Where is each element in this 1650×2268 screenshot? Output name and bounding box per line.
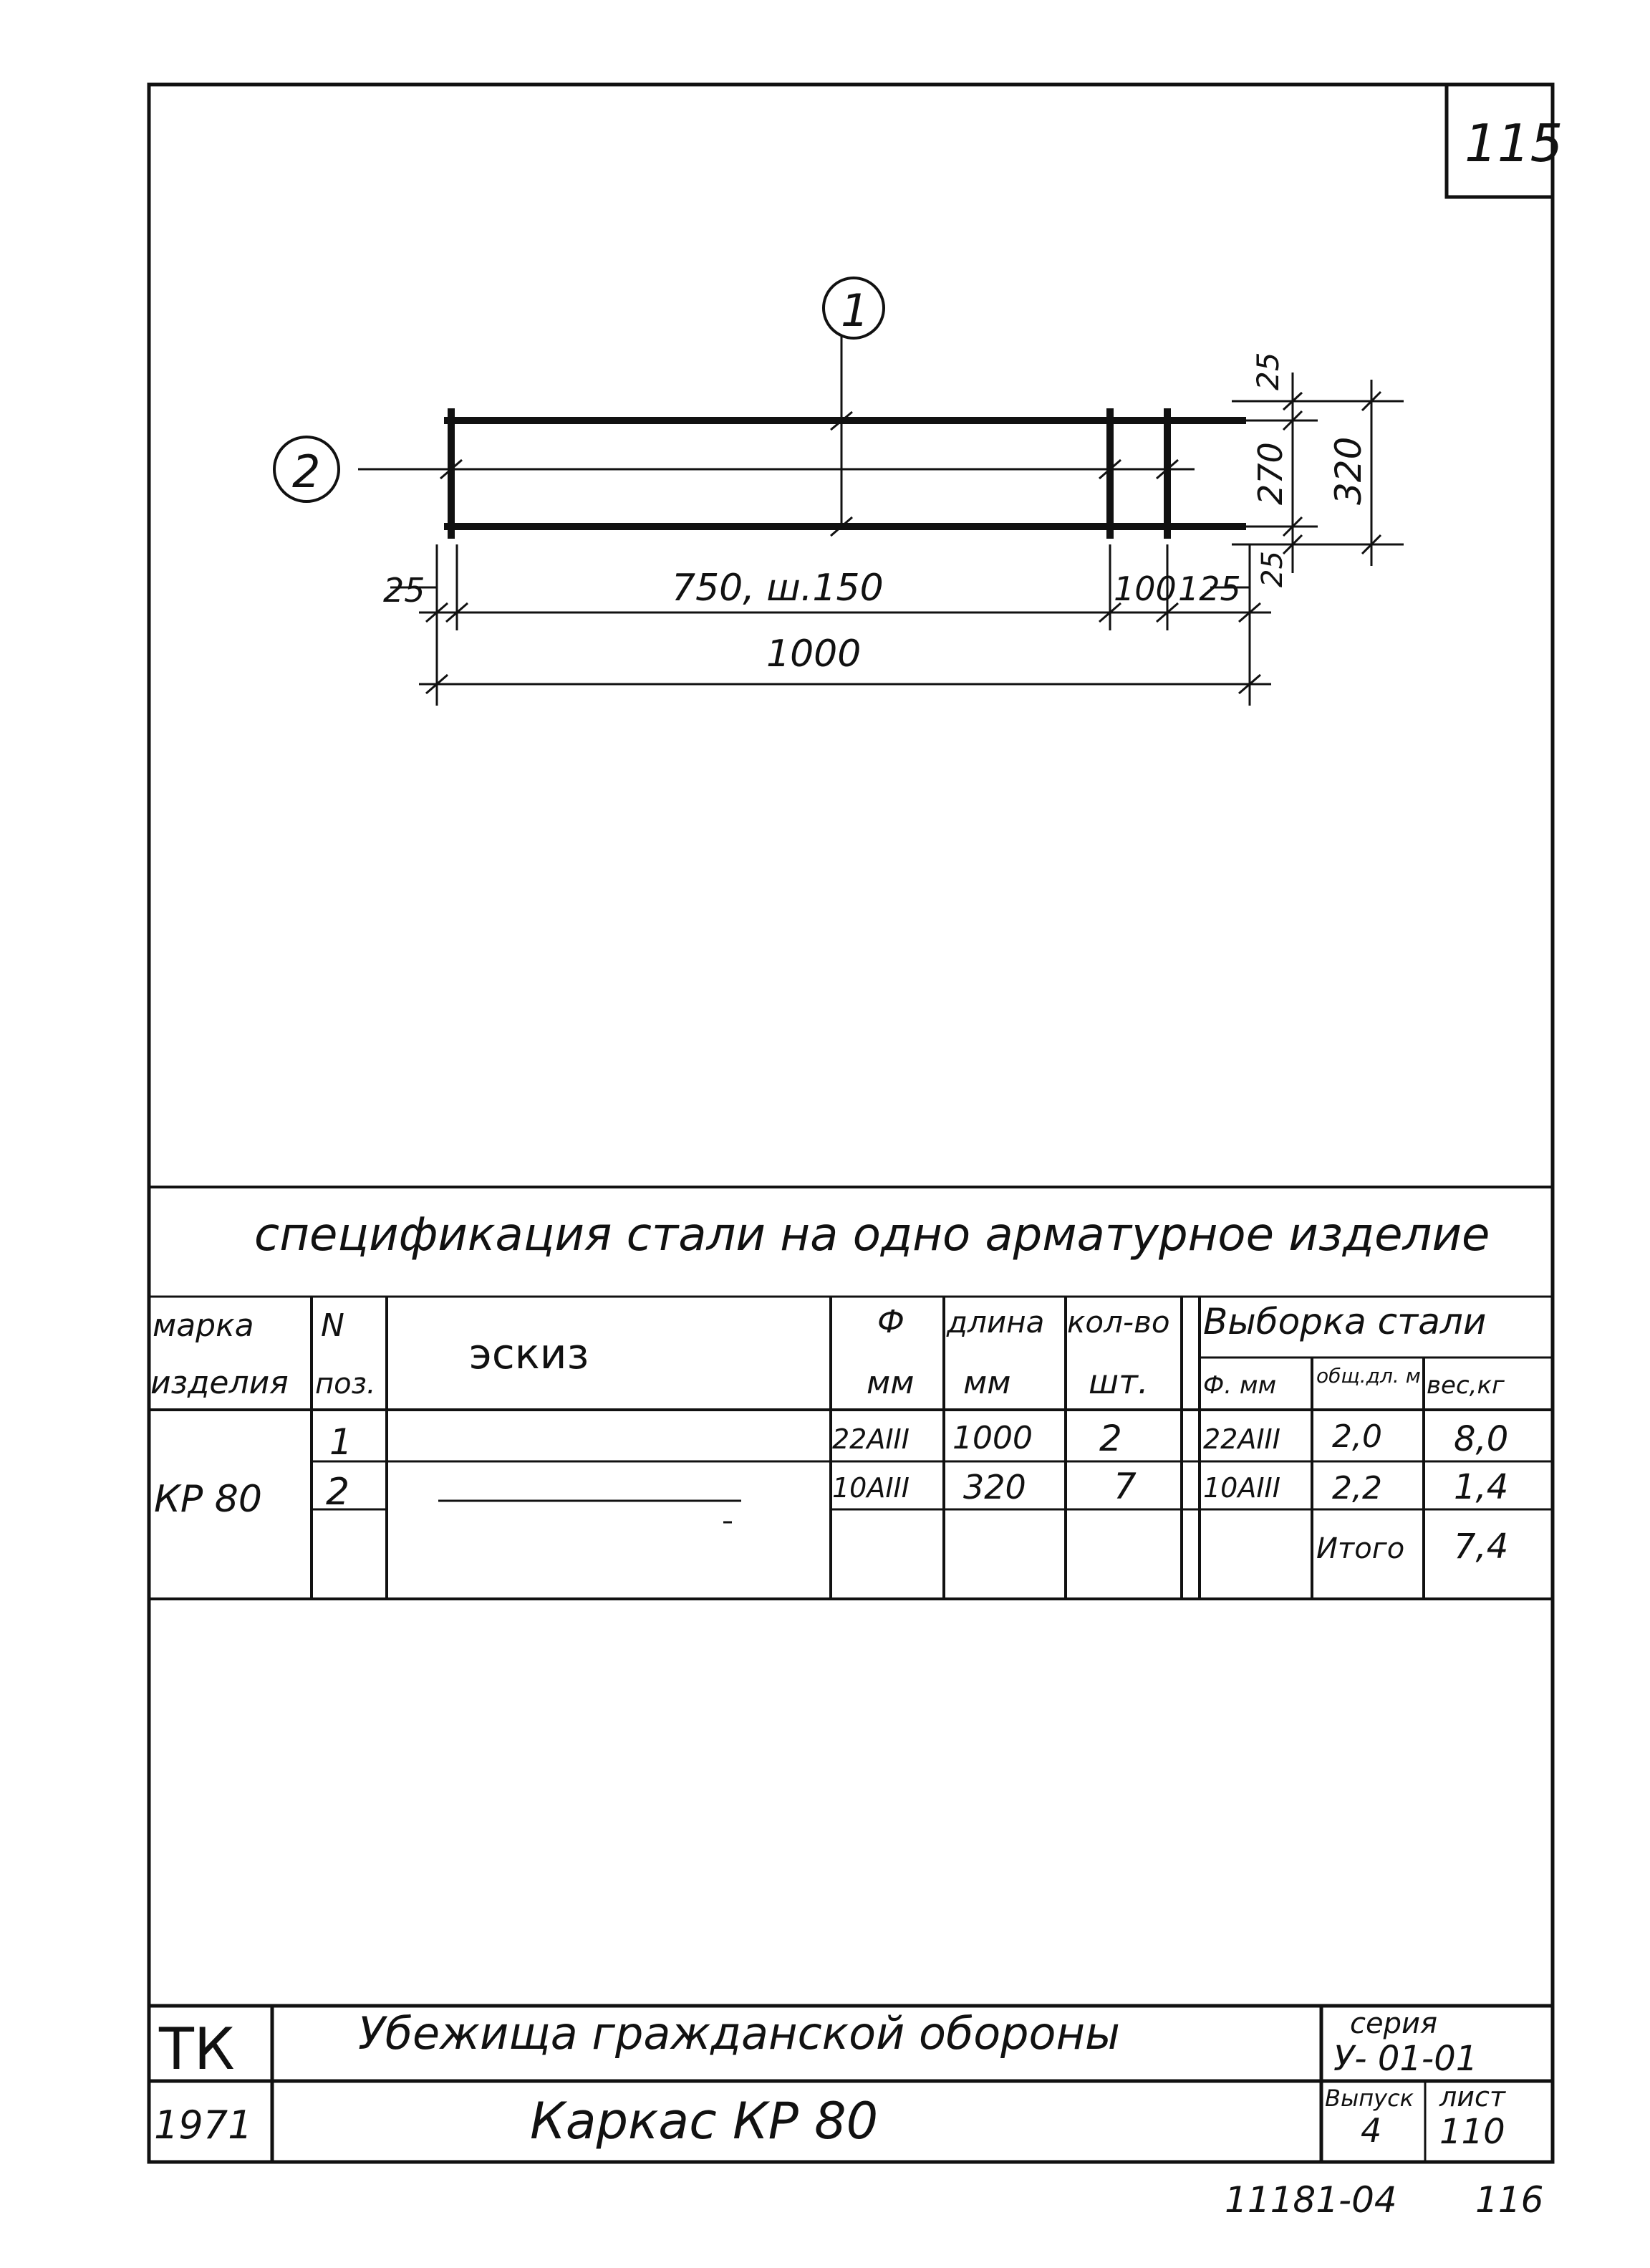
- row2-sel-dia: 10AIII: [1203, 1472, 1280, 1504]
- header-pos-line1: N: [321, 1307, 344, 1344]
- dim-100-label: 100: [1114, 570, 1177, 608]
- callout-1-label: 1: [841, 284, 869, 337]
- row2-dia: 10AIII: [832, 1472, 910, 1504]
- corner-sheet-number: 115: [1465, 113, 1563, 173]
- row2-sel-wt: 1,4: [1454, 1467, 1509, 1507]
- total-label: Итого: [1316, 1532, 1405, 1565]
- drawing-title: Каркас КР 80: [530, 2092, 879, 2151]
- header-pos-line2: поз.: [315, 1368, 376, 1400]
- sheet-label: лист: [1439, 2081, 1506, 2113]
- row1-sel-wt: 8,0: [1454, 1419, 1509, 1459]
- row2-sel-len: 2,2: [1332, 1470, 1382, 1507]
- footer-code: 11181-04: [1225, 2179, 1397, 2221]
- row2-qty: 7: [1114, 1466, 1137, 1507]
- issue-label: Выпуск: [1325, 2085, 1414, 2112]
- year: 1971: [154, 2103, 253, 2148]
- sheet-value: 110: [1439, 2112, 1505, 2152]
- issue-value: 4: [1361, 2111, 1382, 2150]
- header-mark-line1: марка: [153, 1307, 254, 1344]
- header-qty-line2: шт.: [1089, 1363, 1149, 1401]
- row2-pos: 2: [326, 1471, 350, 1514]
- header-dia-line1: Ф: [877, 1304, 904, 1340]
- dim-bottom-label: 25: [1256, 551, 1289, 587]
- header-len-line1: длина: [947, 1304, 1045, 1340]
- row1-sel-len: 2,0: [1332, 1418, 1382, 1455]
- sheet-frame: [149, 85, 1553, 2162]
- row1-sel-dia: 22AIII: [1203, 1423, 1280, 1455]
- dim-125-label: 125: [1178, 570, 1241, 608]
- header-qty-line1: кол-во: [1067, 1304, 1170, 1340]
- dim-middle-label: 270: [1251, 442, 1290, 505]
- org-code: ТК: [159, 2016, 235, 2082]
- header-mark-line2: изделия: [150, 1365, 289, 1401]
- dim-total-label: 1000: [766, 633, 862, 676]
- header-sel-dia: Ф. мм: [1203, 1371, 1277, 1400]
- dim-left-label: 25: [383, 571, 425, 610]
- row2-len: 320: [963, 1468, 1026, 1507]
- footer-page: 116: [1475, 2179, 1544, 2221]
- header-selection: Выборка стали: [1203, 1301, 1487, 1342]
- header-len-line2: мм: [963, 1365, 1011, 1401]
- dim-top-label: 25: [1250, 352, 1285, 390]
- mark-value: КР 80: [154, 1478, 262, 1521]
- total-value: 7,4: [1454, 1527, 1509, 1567]
- header-dia-line2: мм: [867, 1365, 915, 1401]
- header-sketch: эскиз: [469, 1330, 589, 1378]
- header-sel-len: общ.дл. м: [1316, 1364, 1421, 1388]
- row1-pos: 1: [329, 1421, 352, 1463]
- row1-dia: 22AIII: [832, 1423, 910, 1455]
- row1-len: 1000: [952, 1420, 1033, 1456]
- series-label: серия: [1350, 2007, 1438, 2040]
- project-title: Убежища гражданской обороны: [358, 2007, 1120, 2060]
- dim-height-label: 320: [1328, 436, 1369, 505]
- series-value: У- 01-01: [1333, 2039, 1478, 2079]
- callout-2-label: 2: [292, 446, 321, 498]
- dim-spacing-label: 750, ш.150: [672, 567, 884, 610]
- spec-title: спецификация стали на одно арматурное изделие: [254, 1209, 1490, 1262]
- row1-qty: 2: [1099, 1418, 1122, 1459]
- header-sel-wt: вес,кг: [1427, 1371, 1505, 1400]
